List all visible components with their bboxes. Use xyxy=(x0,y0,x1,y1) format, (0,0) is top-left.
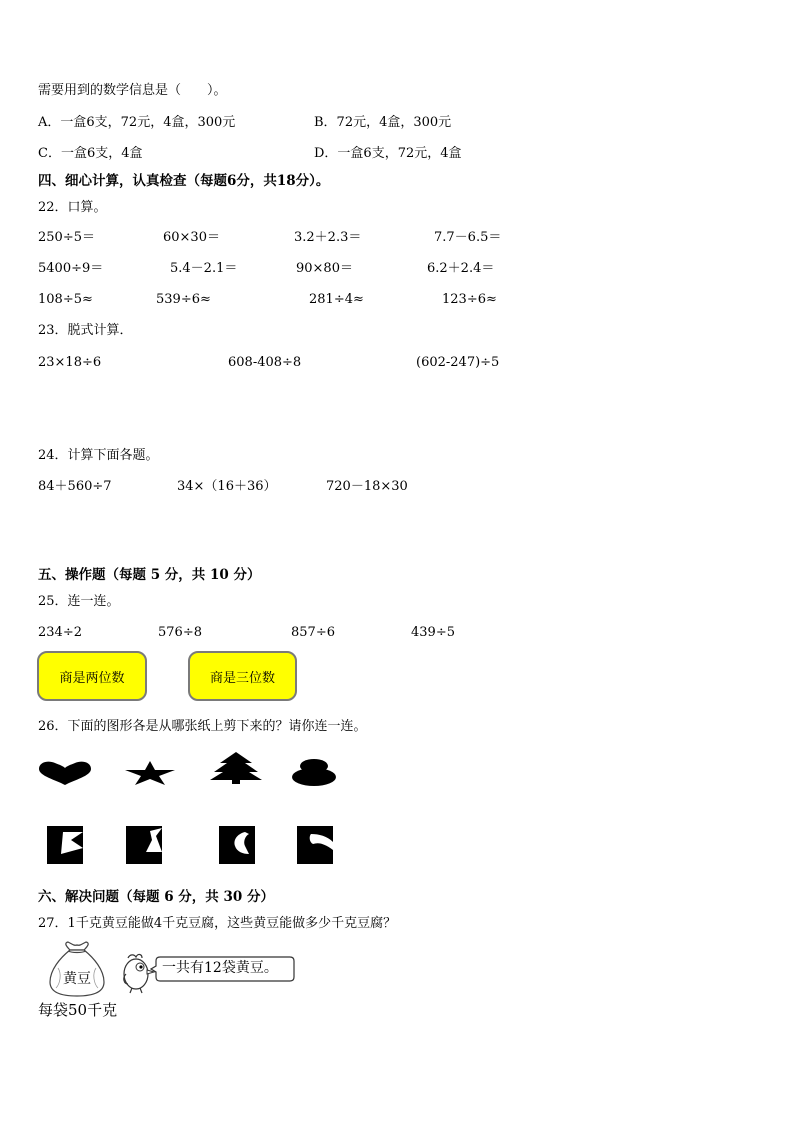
q24-item: 720－18×30 xyxy=(326,479,408,494)
card-4-icon xyxy=(297,826,335,864)
bag-label: 黄豆 xyxy=(63,971,91,987)
q22-cell: 90×80＝ xyxy=(296,261,353,276)
q27-title: 27．1千克黄豆能做4千克豆腐，这些黄豆能做多少千克豆腐？ xyxy=(38,916,397,931)
bag-caption: 每袋50千克 xyxy=(38,1001,118,1019)
q22-cell: 250÷5＝ xyxy=(38,230,95,245)
q22-cell: 539÷6≈ xyxy=(156,292,211,307)
q22-cell: 3.2＋2.3＝ xyxy=(294,230,362,245)
q23-item: 23×18÷6 xyxy=(38,355,102,370)
heart-icon xyxy=(38,760,92,786)
q22-cell: 108÷5≈ xyxy=(38,292,93,307)
q25-title: 25．连一连。 xyxy=(38,594,120,609)
q22-cell: 6.2＋2.4＝ xyxy=(427,261,495,276)
q22-cell: 5.4－2.1＝ xyxy=(170,261,238,276)
card-3-icon xyxy=(219,826,257,864)
speech-text: 一共有12袋黄豆。 xyxy=(162,960,278,976)
answer-box-two-digit: 商是两位数 xyxy=(37,651,147,701)
answer-box-three-digit: 商是三位数 xyxy=(188,651,297,701)
snowman-icon xyxy=(291,758,337,786)
q25-item: 857÷6 xyxy=(291,625,335,640)
card-2-icon xyxy=(126,826,164,864)
q22-cell: 7.7－6.5＝ xyxy=(434,230,502,245)
section5-heading: 五、操作题（每题 5 分，共 10 分） xyxy=(38,567,261,583)
q21-option-a: A．一盒6支，72元，4盒，300元 xyxy=(38,115,236,130)
q21-option-d: D．一盒6支，72元，4盒 xyxy=(314,146,462,161)
q22-cell: 123÷6≈ xyxy=(442,292,497,307)
section4-heading: 四、细心计算，认真检查（每题6分，共18分）。 xyxy=(38,173,330,189)
q23-item: (602-247)÷5 xyxy=(416,355,500,370)
q25-item: 576÷8 xyxy=(158,625,202,640)
q24-item: 34×（16＋36） xyxy=(177,479,277,494)
q22-title: 22．口算。 xyxy=(38,200,107,215)
star-icon xyxy=(124,760,176,786)
q21-prompt: 需要用到的数学信息是（ ）。 xyxy=(38,83,227,98)
q25-item: 234÷2 xyxy=(38,625,82,640)
q25-item: 439÷5 xyxy=(411,625,455,640)
q22-cell: 5400÷9＝ xyxy=(38,261,104,276)
tree-icon xyxy=(208,752,264,784)
q23-title: 23．脱式计算． xyxy=(38,323,133,338)
q24-title: 24．计算下面各题。 xyxy=(38,448,159,463)
card-1-icon xyxy=(47,826,85,864)
q22-cell: 60×30＝ xyxy=(163,230,220,245)
q21-option-c: C．一盒6支，4盒 xyxy=(38,146,143,161)
q24-item: 84＋560÷7 xyxy=(38,479,112,494)
q21-option-b: B．72元，4盒，300元 xyxy=(314,115,452,130)
section6-heading: 六、解决问题（每题 6 分，共 30 分） xyxy=(38,889,274,905)
q23-item: 608-408÷8 xyxy=(228,355,302,370)
q22-cell: 281÷4≈ xyxy=(309,292,364,307)
q26-title: 26．下面的图形各是从哪张纸上剪下来的？请你连一连。 xyxy=(38,719,367,734)
soybean-bag-icon xyxy=(46,940,108,998)
